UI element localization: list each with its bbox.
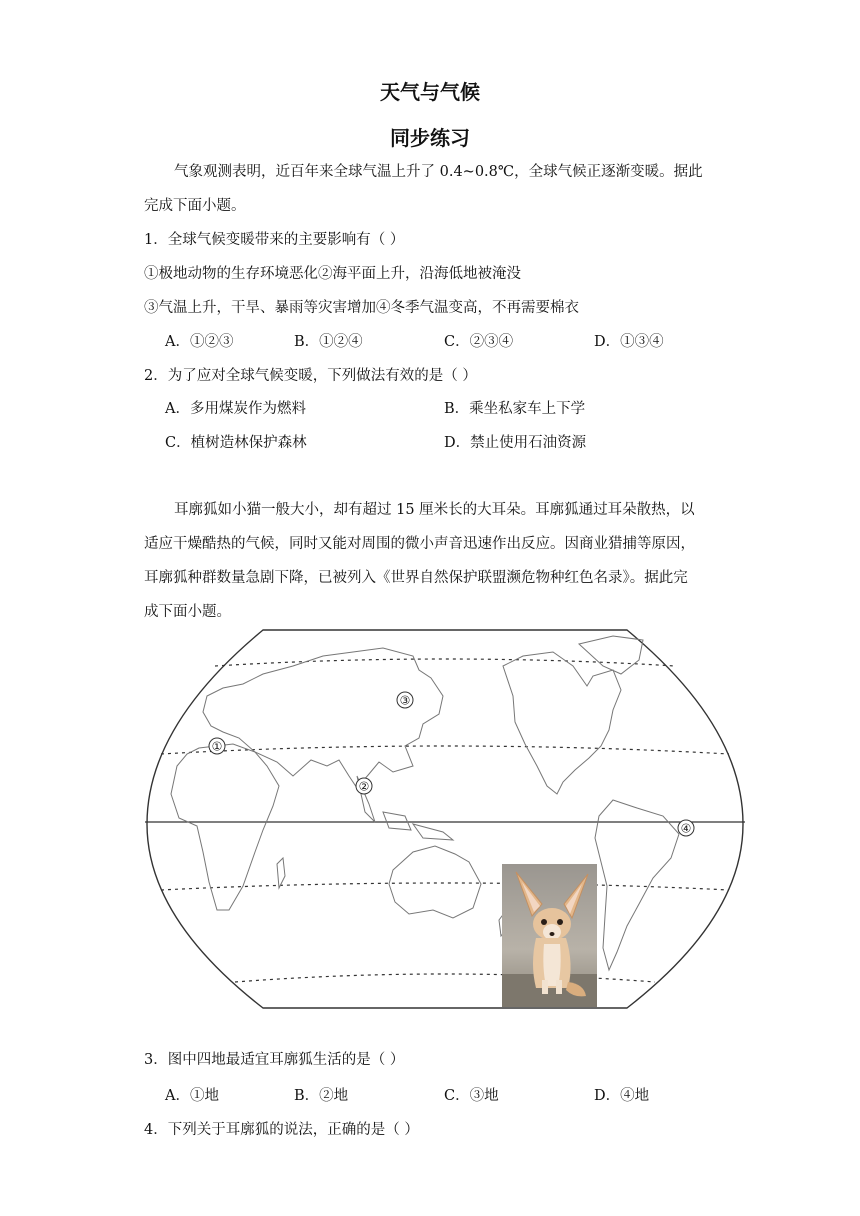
page-title: 天气与气候 — [380, 80, 480, 104]
q3-option-b[interactable]: B．②地 — [294, 1088, 349, 1104]
passage1-line1: 气象观测表明，近百年来全球气温上升了 0.4~0.8℃，全球气候正逐渐变暖。据此 — [174, 164, 703, 180]
q2-option-c[interactable]: C．植树造林保护森林 — [165, 435, 307, 451]
q1-option-d[interactable]: D．①③④ — [594, 334, 664, 350]
passage2-line3: 耳廓狐种群数量急剧下降，已被列入《世界自然保护联盟濒危物种红色名录》。据此完 — [144, 570, 688, 586]
svg-text:③: ③ — [399, 693, 411, 708]
q3-option-a[interactable]: A．①地 — [165, 1088, 219, 1104]
marker-1 — [209, 738, 225, 754]
q1-stem: 1．全球气候变暖带来的主要影响有（ ） — [144, 232, 405, 248]
q1-items-line2: ③气温上升，干旱、暴雨等灾害增加④冬季气温变高，不再需要棉衣 — [144, 300, 579, 316]
passage2-line1: 耳廓狐如小猫一般大小，却有超过 15 厘米长的大耳朵。耳廓狐通过耳朵散热，以 — [174, 502, 695, 518]
q3-option-c[interactable]: C．③地 — [444, 1088, 499, 1104]
svg-text:①: ① — [211, 739, 223, 754]
passage1-line2: 完成下面小题。 — [144, 198, 246, 214]
marker-4 — [678, 820, 694, 836]
map-outline — [147, 630, 743, 1008]
svg-text:④: ④ — [680, 821, 692, 836]
marker-2 — [356, 778, 372, 794]
q4-stem: 4．下列关于耳廓狐的说法，正确的是（ ） — [144, 1122, 419, 1138]
passage2-line4: 成下面小题。 — [144, 604, 231, 620]
q3-stem: 3．图中四地最适宜耳廓狐生活的是（ ） — [144, 1052, 405, 1068]
marker-3 — [397, 692, 413, 708]
q2-option-b[interactable]: B．乘坐私家车上下学 — [444, 401, 586, 417]
q1-option-a[interactable]: A．①②③ — [165, 334, 234, 350]
page-subtitle: 同步练习 — [390, 126, 470, 150]
q2-option-d[interactable]: D．禁止使用石油资源 — [444, 435, 587, 451]
q1-option-b[interactable]: B．①②④ — [294, 334, 363, 350]
q2-stem: 2．为了应对全球气候变暖，下列做法有效的是（ ） — [144, 368, 477, 384]
passage2-line2: 适应干燥酷热的气候，同时又能对周围的微小声音迅速作出反应。因商业猎捕等原因， — [144, 536, 695, 552]
q1-option-c[interactable]: C．②③④ — [444, 334, 514, 350]
q3-option-d[interactable]: D．④地 — [594, 1088, 650, 1104]
svg-text:②: ② — [358, 779, 370, 794]
world-map — [143, 626, 747, 1010]
fennec-fox-photo — [502, 864, 597, 1007]
q1-items-line1: ①极地动物的生存环境恶化②海平面上升，沿海低地被淹没 — [144, 266, 521, 282]
q2-option-a[interactable]: A．多用煤炭作为燃料 — [165, 401, 306, 417]
